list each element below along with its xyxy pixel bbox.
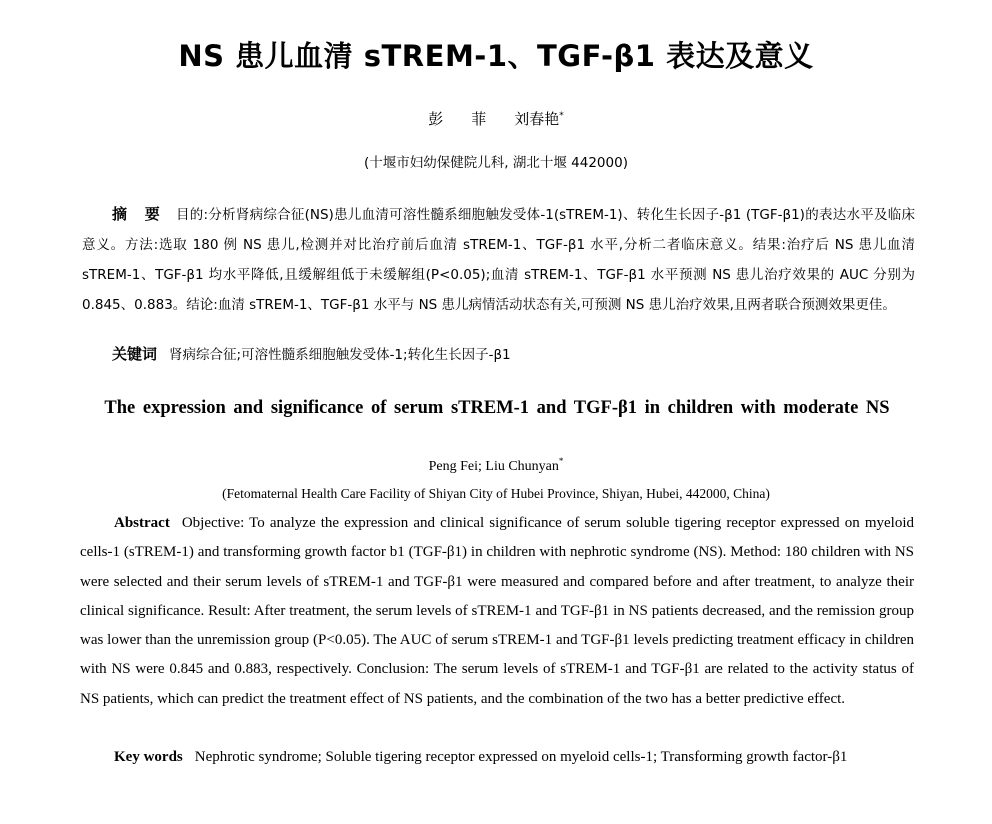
english-corresponding-mark: * xyxy=(558,456,564,466)
english-affiliation: (Fetomaternal Health Care Facility of Shiyan City of Hubei Province, Shiyan, Hubei, 442000, China) xyxy=(222,486,770,501)
author-2: 刘春艳 xyxy=(514,110,560,128)
chinese-affiliation: (十堰市妇幼保健院儿科, 湖北十堰 442000) xyxy=(364,155,628,171)
author-1: 彭 xyxy=(428,110,444,128)
english-abstract xyxy=(80,509,914,714)
chinese-keywords-text: 肾病综合征;可溶性髓系细胞触发受体-1;转化生长因子-β1 xyxy=(169,347,511,363)
english-keywords-label: Key words xyxy=(114,749,183,765)
english-title: The expression and significance of serum sTREM-1 and TGF-β1 in children with moderate NS xyxy=(104,398,890,418)
english-keywords-text: Nephrotic syndrome; Soluble tigering receptor expressed on myeloid cells-1; Transforming growth factor-β1 xyxy=(194,749,848,765)
chinese-keywords-label: 关键词 xyxy=(112,345,158,363)
english-author-names: Peng Fei; Liu Chunyan xyxy=(428,459,559,474)
chinese-authors xyxy=(0,108,992,129)
english-abstract-text: Objective: To analyze the expression and clinical significance of serum soluble tigering receptor expressed on myeloid cells-1 (sTREM-1) and transforming growth factor b1 (TGF-β1) in children with nephrotic syndrome (NS). Method: 180 children with NS were selected and their serum levels of sTREM-1 and TGF-β1 were measured and compared before and after treatment, to analyze their clinical significance. Result: After treatment, the serum levels of sTREM-1 and TGF-β1 in NS patients decreased, and the remission group was lower than the unremission group (P<0.05). The AUC of serum sTREM-1 and TGF-β1 levels predicting treatment efficacy in children with NS were 0.845 and 0.883, respectively. Conclusion: The serum levels of sTREM-1 and TGF-β1 are related to the activity status of NS patients, which can predict the treatment effect of NS patients, and the combination of the two has a better predictive effect. xyxy=(80,515,914,707)
chinese-title: NS 患儿血清 sTREM-1、TGF-β1 表达及意义 xyxy=(178,39,814,73)
author-1-given: 菲 xyxy=(471,110,487,128)
english-authors xyxy=(0,456,992,475)
chinese-abstract-text: 目的:分析肾病综合征(NS)患儿血清可溶性髓系细胞触发受体-1(sTREM-1)、转化生长因子-β1 (TGF-β1)的表达水平及临床意义。方法:选取 180 例 NS 患儿,检测并对比治疗前后血清 sTREM-1、TGF-β1 水平,分析二者临床意义。结果:治疗后 NS 患儿血清 sTREM-1、TGF-β1 均水平降低,且缓解组低于未缓解组(P<0.05);血清 sTREM-1、TGF-β1 水平预测 NS 患儿治疗效果的 AUC 分别为 0.845、0.883。结论:血清 sTREM-1、TGF-β1 水平与 NS 患儿病情活动状态有关,可预测 NS 患儿治疗效果,且两者联合预测效果更佳。 xyxy=(82,207,915,313)
chinese-abstract xyxy=(82,199,915,320)
corresponding-mark: * xyxy=(559,111,564,121)
english-keywords xyxy=(80,743,914,772)
chinese-abstract-label: 摘 要 xyxy=(112,205,166,223)
chinese-keywords xyxy=(112,343,912,364)
english-abstract-label: Abstract xyxy=(114,515,170,531)
